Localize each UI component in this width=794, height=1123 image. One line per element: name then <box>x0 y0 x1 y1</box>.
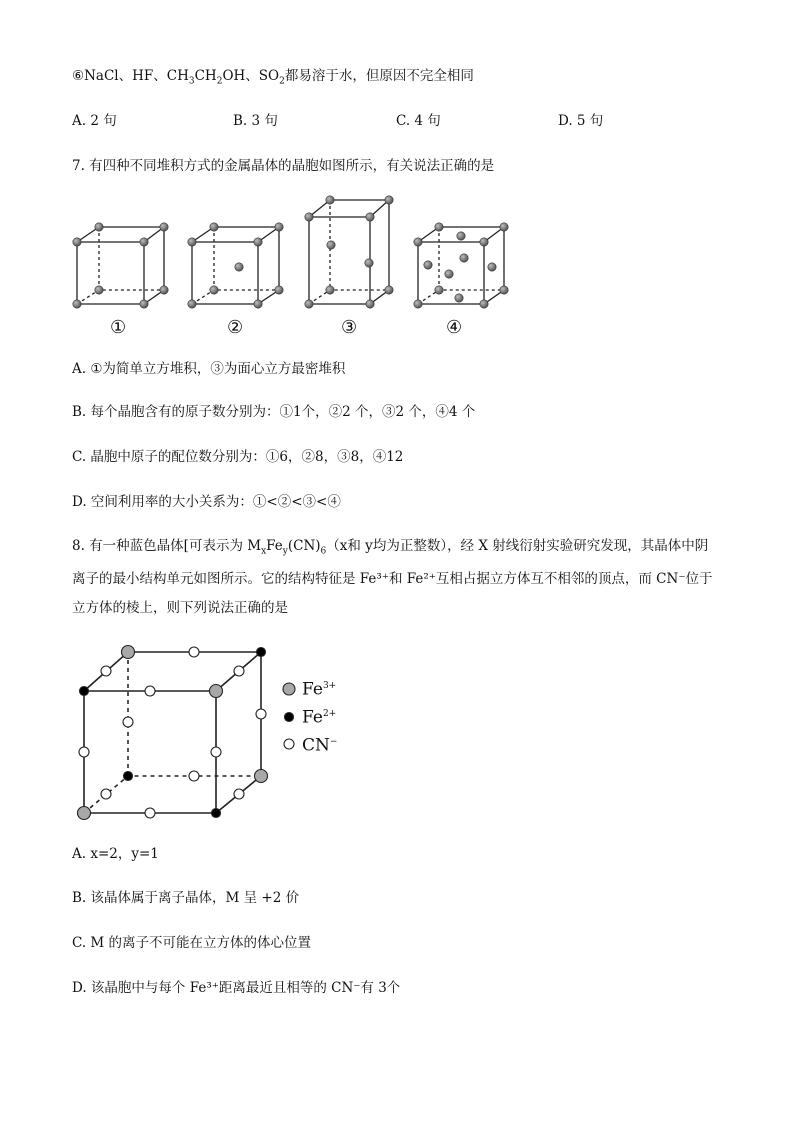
q8-option-b: B. 该晶体属于离子晶体，M 呈 +2 价 <box>72 890 300 906</box>
q8-option-d: D. 该晶胞中与每个 Fe³⁺距离最近且相等的 CN⁻有 3个 <box>72 980 401 996</box>
q6-option-c: C. 4 句 <box>396 113 441 129</box>
legend-cn-label: CN− <box>302 735 338 756</box>
legend-fe3-marker <box>283 683 295 695</box>
q7-stem: 7. 有四种不同堆积方式的金属晶体的晶胞如图所示，有关说法正确的是 <box>72 158 495 174</box>
q7-option-b: B. 每个晶胞含有的原子数分别为：①1个，②2 个，③2 个，④4 个 <box>72 404 476 420</box>
q8-option-c: C. M 的离子不可能在立方体的体心位置 <box>72 935 312 951</box>
q7-figure-label-1: ① <box>110 317 127 338</box>
legend-fe2-marker <box>285 713 294 722</box>
legend <box>283 683 295 749</box>
q7-option-d: D. 空间利用率的大小关系为：①<②<③<④ <box>72 494 341 510</box>
q8-stem-line-2: 离子的最小结构单元如图所示。它的结构特征是 Fe³⁺和 Fe²⁺互相占据立方体互不相邻的顶点，而 CN⁻位于 <box>72 571 713 587</box>
q8-option-a: A. x=2，y=1 <box>72 846 159 862</box>
q7-figure-label-4: ④ <box>446 317 463 338</box>
legend-fe2-label: $Fe^{2+}$ <box>302 707 337 728</box>
q7-figure-label-3: ③ <box>341 317 358 338</box>
q6-option-d: D. 5 句 <box>558 113 604 129</box>
legend-fe3-label: $Fe^{3+}$ <box>302 679 337 700</box>
q8-prussian-blue-cell-figure <box>60 638 420 838</box>
q8-stem-line-3: 立方体的棱上，则下列说法正确的是 <box>72 600 288 616</box>
q7-option-a: A. ①为简单立方堆积，③为面心立方最密堆积 <box>72 361 346 377</box>
q8-stem-line-1: 8. 有一种蓝色晶体[可表示为 $M_xFe_y(CN)_6(x$和 y均为正整数），经 X 射线衍射实验研究发现，其晶体中阴 <box>72 538 709 557</box>
q7-option-c: C. 晶胞中原子的配位数分别为：①6，②8，③8，④12 <box>72 449 404 465</box>
cube-1-simple-cubic <box>77 227 164 304</box>
legend-cn-marker <box>284 739 294 749</box>
q6-option-a: A. 2 句 <box>72 113 117 129</box>
q6-option-b: B. 3 句 <box>233 113 278 129</box>
q6-statement-6: ⑥NaCl、HF、$CH_3CH_2OH$、$SO_2$都易溶于水，但原因不完全相同 <box>72 68 474 87</box>
q7-figure-label-2: ② <box>227 317 244 338</box>
cube-3-tall-prism <box>309 200 389 304</box>
